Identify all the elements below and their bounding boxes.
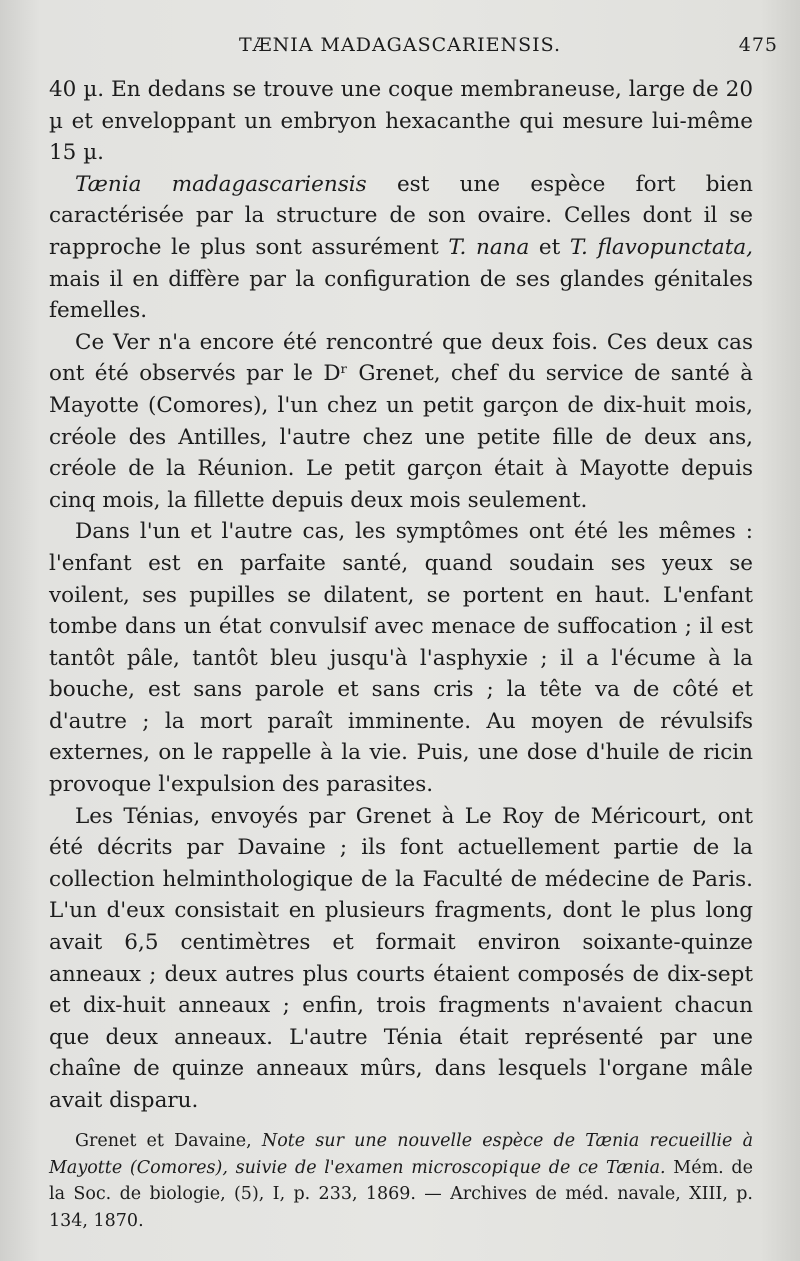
paragraph-1: 40 µ. En dedans se trouve une coque membraneuse, large de 20 µ et enveloppant un embryon hexacanthe qui mesure lui-même 15 µ. — [49, 77, 753, 166]
species-ref-1: T. nana — [448, 234, 530, 260]
species-name: Tænia madagascariensis — [75, 171, 367, 197]
footnote-authors: Grenet et Davaine, — [75, 1131, 262, 1151]
paragraph-2-text-b: et — [529, 234, 570, 260]
running-title: TÆNIA MADAGASCARIENSIS. — [238, 34, 562, 56]
footnote-title: Note sur une nouvelle espèce de Tænia recueillie à Mayotte (Comores), suivie de l'examen microscopique de ce Tænia. — [49, 1131, 753, 1178]
footnote — [49, 1128, 753, 1234]
species-ref-2: T. flavopunctata, — [569, 234, 753, 260]
paragraph-2-text-c: mais il en diffère par la configuration de ses glandes génitales femelles. — [49, 266, 753, 324]
paragraph-3: Ce Ver n'a encore été rencontré que deux fois. Ces deux cas ont été observés par le Dʳ Grenet, chef du service de santé à Mayotte (Comores), l'un chez un petit garçon de dix-huit mois, créole des Antilles, l'autre chez une petite fille de deux ans, créole de la Réunion. Le petit garçon était à Mayotte depuis cinq mois, la fillette depuis deux mois seulement. — [49, 329, 753, 513]
paragraph-2-text-a: est une espèce fort bien caractérisée par la structure de son ovaire. Celles dont il se rapproche le plus sont assurément — [49, 171, 753, 260]
paragraph-4: Dans l'un et l'autre cas, les symptômes ont été les mêmes : l'enfant est en parfaite santé, quand soudain ses yeux se voilent, ses pupilles se dilatent, se portent en haut. L'enfant tombe dans un état convulsif avec menace de suffocation ; il est tantôt pâle, tantôt bleu jusqu'à l'asphyxie ; il a l'écume à la bouche, est sans parole et sans cris ; la tête va de côté et d'autre ; la mort paraît imminente. Au moyen de révulsifs externes, on le rappelle à la vie. Puis, une dose d'huile de ricin provoque l'expulsion des parasites. — [49, 519, 753, 798]
page-header — [0, 34, 800, 60]
paragraph-5: Les Ténias, envoyés par Grenet à Le Roy de Méricourt, ont été décrits par Davaine ; ils font actuellement partie de la collection helminthologique de la Faculté de médecine de Paris. L'un d'eux consistait en plusieurs fragments, dont le plus long avait 6,5 centimètres et formait environ soixante-quinze anneaux ; deux autres plus courts étaient composés de dix-sept et dix-huit anneaux ; enfin, trois fragments n'avaient chacun que deux anneaux. L'autre Ténia était représenté par une chaîne de quinze anneaux mûrs, dans lesquels l'organe mâle avait disparu. — [49, 803, 753, 1113]
paragraph-2 — [49, 169, 753, 327]
page-number: 475 — [738, 34, 778, 56]
body-text — [49, 74, 753, 1117]
footnote-citation: Mém. de la Soc. de biologie, (5), I, p. 233, 1869. — Archives de méd. navale, XIII, p. 134, 1870. — [49, 1157, 753, 1231]
